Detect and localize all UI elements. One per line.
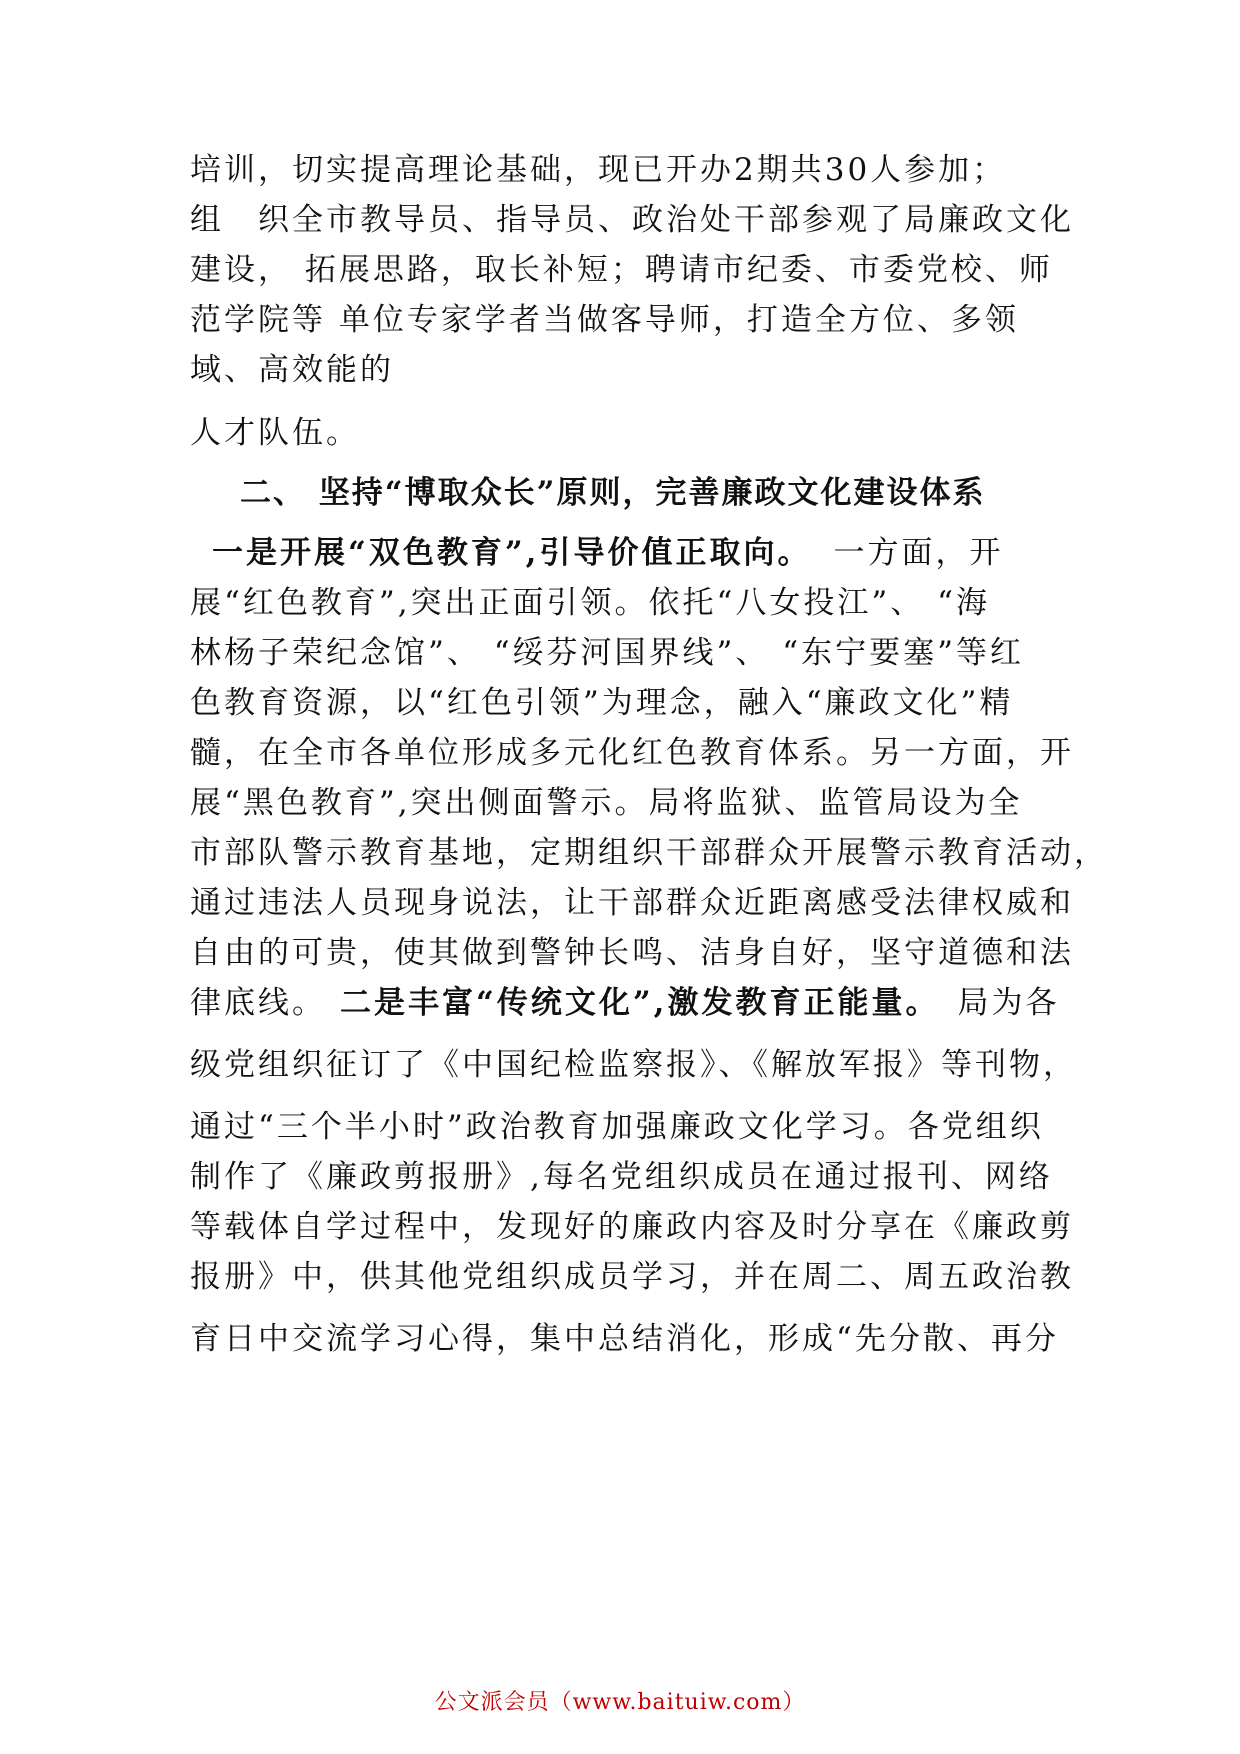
text-line: 育日中交流学习心得，集中总结消化，形成“先分散、再分 bbox=[190, 1321, 1059, 1357]
paragraph-1-first-line bbox=[212, 533, 1060, 573]
paragraph-2-lead: 二是丰富“传统文化”,激发教育正能量。 bbox=[340, 985, 940, 1021]
text-line: 色教育资源，以“红色引领”为理念，融入“廉政文化”精 bbox=[190, 685, 1014, 721]
footer-watermark-link[interactable]: 公文派会员（www.baituiw.com） bbox=[434, 1690, 806, 1715]
text-line: 建设， 拓展思路，取长补短；聘请市纪委、市委党校、师 bbox=[190, 252, 1053, 288]
text-line: 通过违法人员现身说法，让干部群众近距离感受法律权威和 bbox=[190, 885, 1074, 921]
paragraph-2-start: 律底线。 bbox=[190, 985, 326, 1021]
paragraph-1-lead: 一是开展“双色教育”,引导价值正取向。 bbox=[212, 535, 812, 571]
text-line: 人才队伍。 bbox=[190, 415, 360, 451]
section-heading: 二、 坚持“博取众长”原则，完善廉政文化建设体系 bbox=[240, 475, 986, 511]
text-line: 展“黑色教育”,突出侧面警示。局将监狱、监管局设为全 bbox=[190, 785, 1023, 821]
paragraph-2-first-line bbox=[190, 983, 1060, 1023]
paragraph-2-lead-rest: 局为各 bbox=[957, 985, 1060, 1021]
text-line: 市部队警示教育基地，定期组织干部群众开展警示教育活动， bbox=[190, 835, 1108, 871]
text-line: 级党组织征订了《中国纪检监察报》、《解放军报》等刊物， bbox=[190, 1047, 1077, 1083]
text-line: 制作了《廉政剪报册》,每名党组织成员在通过报刊、网络 bbox=[190, 1159, 1053, 1195]
text-line: 自由的可贵，使其做到警钟长鸣、洁身自好，坚守道德和法 bbox=[190, 935, 1074, 971]
text-line: 通过“三个半小时”政治教育加强廉政文化学习。各党组织 bbox=[190, 1109, 1044, 1145]
text-line: 报册》中，供其他党组织成员学习，并在周二、周五政治教 bbox=[190, 1259, 1074, 1295]
text-line: 展“红色教育”,突出正面引领。依托“八女投江”、 “海 bbox=[190, 585, 990, 621]
text-line: 范学院等 单位专家学者当做客导师，打造全方位、多领 bbox=[190, 302, 1019, 338]
text-line: 域、高效能的 bbox=[190, 352, 394, 388]
paragraph-1-lead-rest: 一方面，开 bbox=[833, 535, 1004, 571]
text-line: 培训，切实提高理论基础，现已开办2期共30人参加； bbox=[190, 152, 1007, 188]
text-line: 组 织全市教导员、指导员、政治处干部参观了局廉政文化 bbox=[190, 202, 1074, 238]
text-line: 林杨子荣纪念馆”、 “绥芬河国界线”、 “东宁要塞”等红 bbox=[190, 635, 1024, 671]
text-line: 髓，在全市各单位形成多元化红色教育体系。另一方面，开 bbox=[190, 735, 1074, 771]
text-line: 等载体自学过程中，发现好的廉政内容及时分享在《廉政剪 bbox=[190, 1209, 1074, 1245]
